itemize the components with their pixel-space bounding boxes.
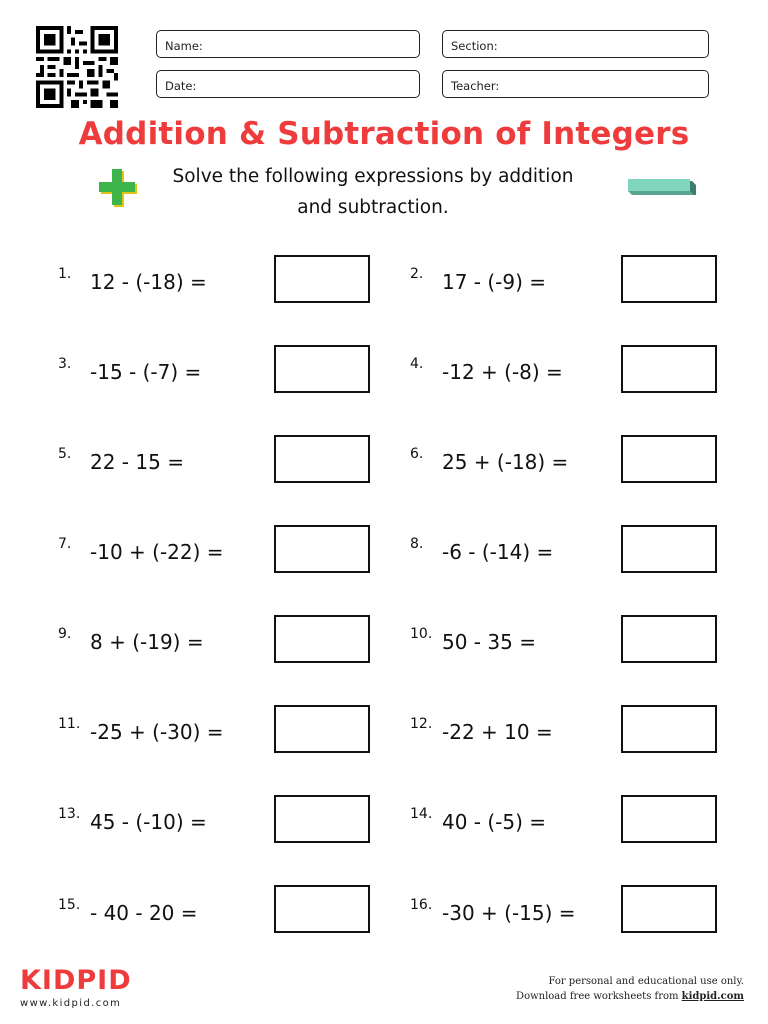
teacher-label: Teacher: [451, 79, 500, 93]
name-label: Name: [165, 39, 203, 53]
problem-number: 4. [410, 356, 424, 372]
answer-box-8[interactable] [621, 525, 717, 573]
problem-number: 3. [58, 356, 72, 372]
problem-expression: -22 + 10 = [442, 720, 553, 744]
problem-expression: 17 - (-9) = [442, 270, 547, 294]
problem-number: 1. [58, 266, 72, 282]
answer-box-5[interactable] [274, 435, 370, 483]
instructions-line-2: and subtraction. [297, 197, 449, 218]
problem-expression: -15 - (-7) = [90, 360, 202, 384]
answer-box-14[interactable] [621, 795, 717, 843]
problem-number: 16. [410, 897, 433, 913]
date-label: Date: [165, 79, 197, 93]
answer-box-1[interactable] [274, 255, 370, 303]
problem-expression: 8 + (-19) = [90, 630, 204, 654]
problem-expression: -12 + (-8) = [442, 360, 563, 384]
problem-expression: 50 - 35 = [442, 630, 536, 654]
problem-number: 13. [58, 806, 81, 822]
answer-box-3[interactable] [274, 345, 370, 393]
problem-expression: 12 - (-18) = [90, 270, 207, 294]
problem-expression: -30 + (-15) = [442, 901, 576, 925]
problem-number: 12. [410, 716, 433, 732]
section-label: Section: [451, 39, 498, 53]
footer-note-line-1: For personal and educational use only. [548, 976, 744, 987]
footer-note-line-2 [516, 989, 744, 1004]
answer-box-15[interactable] [274, 885, 370, 933]
site-url[interactable]: www.kidpid.com [20, 998, 122, 1009]
problem-number: 10. [410, 626, 433, 642]
problem-expression: 40 - (-5) = [442, 810, 547, 834]
answer-box-10[interactable] [621, 615, 717, 663]
problem-expression: -6 - (-14) = [442, 540, 554, 564]
plus-icon [94, 165, 140, 209]
problem-number: 9. [58, 626, 72, 642]
problem-number: 6. [410, 446, 424, 462]
name-field[interactable] [156, 30, 420, 58]
problem-number: 2. [410, 266, 424, 282]
instructions-line-1: Solve the following expressions by addition [172, 166, 574, 187]
problem-expression: -10 + (-22) = [90, 540, 224, 564]
teacher-field[interactable] [442, 70, 709, 98]
instructions [150, 161, 596, 223]
problem-expression: 25 + (-18) = [442, 450, 569, 474]
minus-icon [626, 177, 700, 201]
logo-text: KIDPID [20, 965, 132, 996]
problem-number: 8. [410, 536, 424, 552]
problem-expression: 45 - (-10) = [90, 810, 207, 834]
footer-note [516, 974, 744, 1004]
worksheet-title: Addition & Subtraction of Integers [78, 116, 690, 152]
problem-number: 7. [58, 536, 72, 552]
answer-box-11[interactable] [274, 705, 370, 753]
answer-box-7[interactable] [274, 525, 370, 573]
qr-code-icon [34, 26, 120, 108]
footer-link[interactable]: kidpid.com [681, 991, 744, 1002]
answer-box-6[interactable] [621, 435, 717, 483]
answer-box-12[interactable] [621, 705, 717, 753]
problem-number: 5. [58, 446, 72, 462]
answer-box-16[interactable] [621, 885, 717, 933]
answer-box-4[interactable] [621, 345, 717, 393]
problem-expression: 22 - 15 = [90, 450, 184, 474]
kidpid-logo[interactable] [20, 965, 132, 996]
answer-box-13[interactable] [274, 795, 370, 843]
problem-expression: - 40 - 20 = [90, 901, 198, 925]
problem-expression: -25 + (-30) = [90, 720, 224, 744]
problem-number: 11. [58, 716, 81, 732]
answer-box-2[interactable] [621, 255, 717, 303]
date-field[interactable] [156, 70, 420, 98]
problem-number: 14. [410, 806, 433, 822]
problem-number: 15. [58, 897, 81, 913]
answer-box-9[interactable] [274, 615, 370, 663]
section-field[interactable] [442, 30, 709, 58]
footer-note-prefix: Download free worksheets from [516, 991, 682, 1002]
